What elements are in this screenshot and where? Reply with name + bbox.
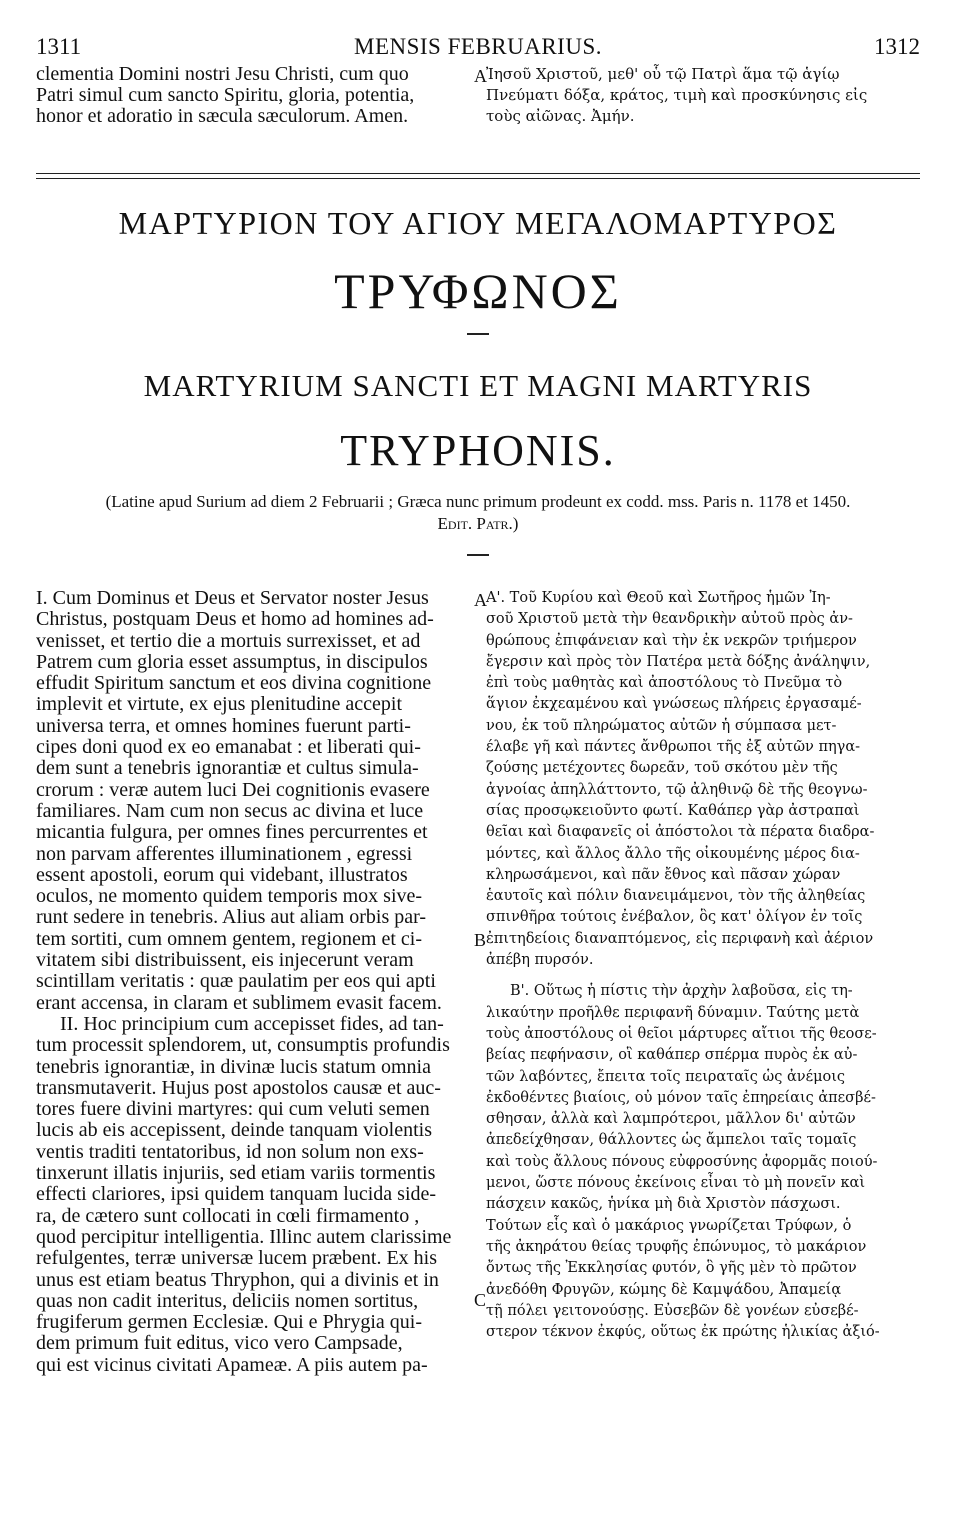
text-line: tum processit splendorem, ut, consumptis profundis: [36, 1034, 450, 1057]
margin-marker-b: B: [474, 930, 487, 950]
text-line: vitatem sibi distribuissent, eis injecerunt veram: [36, 949, 414, 972]
text-line: refulgentes, terræ universæ lucem præbent. Ex his: [36, 1247, 438, 1270]
text-line: έλαβε γῆ καὶ πάντες ἄνθρωποι τῆς ἐξ αὐτῶν πηγα-: [486, 739, 861, 756]
text-line: Πνεύματι δόξα, κράτος, τιμὴ καὶ προσκύνησις εἰς: [486, 86, 868, 104]
text-line: κληρωσάμενοι, καὶ πᾶν ἔθνος καὶ πᾶσαν χώραν: [486, 866, 841, 883]
margin-marker-a: A: [474, 590, 487, 610]
text-line: Α'. Τοῦ Κυρίου καὶ Θεοῦ καὶ Σωτῆρος ἡμῶν Ἰη-: [486, 590, 831, 606]
text-line: σθησαν, ἀλλὰ καὶ λαμπρότεροι, μᾶλλον δι' αὐτῶν: [486, 1111, 856, 1128]
latin-title-line-1: MARTYRIUM SANCTI ET MAGNI MARTYRIS: [143, 368, 813, 403]
text-line: στερον τέκνον ἐκφύς, οὕτως ἐκ πρώτης ἡλικίας ἀξιό-: [486, 1324, 880, 1341]
text-line: crorum : veræ autem luci Dei cognitionis evasere: [36, 778, 430, 801]
greek-title-line-1: ΜΑΡΤΥΡΙΟΝ ΤΟΥ ΑΓΙΟΥ ΜΕΓΑΛΟΜΑΡΤΥΡΟΣ: [118, 205, 838, 241]
text-line: σπινθῆρα τούτοις ἐνέβαλον, ὃς κατ' ὀλίγον ἐν τοῖς: [486, 909, 863, 926]
text-line: Christus, postquam Deus et homo ad homines ad-: [36, 608, 434, 631]
text-line: Patrem cum gloria esset assumptus, in discipulos: [36, 650, 428, 673]
text-line: tores fuere divini martyres: qui cum veluti semen: [36, 1098, 430, 1121]
text-line: Ἰησοῦ Χριστοῦ, μεθ' οὗ τῷ Πατρὶ ἅμα τῷ ἁγίῳ: [486, 65, 840, 83]
double-rule-bottom: [36, 178, 920, 179]
margin-marker-c: C: [474, 1290, 487, 1310]
running-header: [36, 26, 920, 66]
margin-marker-a: A: [474, 66, 487, 86]
text-line: καὶ τοὺς ἄλλους πόνους εὐφροσύνης ἀφορμᾶς ποιού-: [486, 1153, 878, 1170]
title-separator-dash: [467, 333, 489, 335]
text-line: ἑαυτοῖς καὶ πόλιν διανειμάμενοι, τὸν τῆς ἀληθείας: [486, 888, 866, 905]
text-line: σίας προσῳκειοῦντο φωτί. Καθάπερ γὰρ ἀστραπαὶ: [486, 802, 860, 819]
left-column-number: 1311: [36, 34, 82, 59]
text-line: λικαύτην προῆλθε περιφανῆ δύναμιν. Ταύτης μετὰ: [486, 1004, 860, 1021]
text-line: dem primum fuit editus, vico vero Campsade,: [36, 1332, 403, 1355]
text-line: effecti clariores, ipsi quidem tanquam lucida side-: [36, 1183, 437, 1206]
text-line: tenebris ignorantiæ, in divinæ lucis statum omnia: [36, 1055, 431, 1078]
paragraph-gap: [486, 971, 931, 981]
text-line: scintillam veritatis : quæ paulatim per eos qui apti: [36, 970, 436, 993]
text-line: σοῦ Χριστοῦ μετὰ τὴν θεανδρικὴν αὐτοῦ πρὸς ἀν-: [486, 611, 853, 628]
text-line: II. Hoc principium cum accepisset fides, ad tan-: [60, 1012, 444, 1035]
note-separator-dash: [467, 554, 489, 556]
text-line: cipes doni quod ex eo emanabat : et liberati qui-: [36, 736, 421, 759]
greek-column: [486, 588, 931, 1343]
source-note-editor: Edit. Patr.): [437, 514, 519, 533]
text-line: ἀπεδείχθησαν, θάλλοντες ὡς ἄμπελοι ταῖς τομαῖς: [486, 1132, 857, 1149]
continuation-greek: [486, 64, 931, 127]
text-line: essent apostoli, eorum qui videbant, illustratos: [36, 863, 408, 886]
text-line: νου, ἐκ τοῦ πληρώματος αὐτῶν ἡ σύμπασα μετ-: [486, 717, 837, 734]
text-line: θεῖαι καὶ διαφανεῖς οἱ ἀπόστολοι τὰ πέρατα διαδρα-: [486, 824, 875, 841]
text-line: ἀγνοίας ἀπηλλάττοντο, τῷ ἀληθινῷ δὲ τῆς θεογνω-: [486, 781, 868, 798]
right-column-number: 1312: [874, 34, 920, 59]
text-line: Patri simul cum sancto Spiritu, gloria, potentia,: [36, 84, 415, 106]
text-line: τῆς ἀκηράτου θείας τρυφῆς ἐπώνυμος, τὸ μακάριον: [486, 1238, 867, 1255]
greek-title-line-2: ΤΡΥΦΩΝΟΣ: [334, 263, 622, 319]
text-line: τοὺς ἀποστόλους οἱ θεῖοι μάρτυρες αἴτιοι τῆς θεοσε-: [486, 1025, 877, 1042]
text-line: θρώπους ἐπιφάνειαν καὶ τὴν ἐκ νεκρῶν τριήμερον: [486, 632, 857, 649]
text-line: I. Cum Dominus et Deus et Servator noster Jesus: [36, 587, 429, 609]
text-line: non parvam afferentes illuminationem , egressi: [36, 842, 413, 865]
text-line: frugiferum germen Ecclesiæ. Qui e Phrygia qui-: [36, 1311, 422, 1334]
text-line: lucis ab eis accepissent, deinde tanquam violentis: [36, 1119, 432, 1142]
text-line: τοὺς αἰῶνας. Ἀμήν.: [486, 107, 635, 125]
latin-title-line-2: TRYPHONIS.: [340, 426, 616, 475]
text-line: oculos, ne momento quidem temporis mox sive-: [36, 885, 423, 908]
text-line: ἐπὶ τοὺς μαθητὰς καὶ ἀποστόλους τὸ Πνεῦμα τὸ: [486, 675, 843, 692]
text-line: tinxerunt illatis injuriis, sed etiam variis tormentis: [36, 1162, 436, 1185]
text-line: ἐκδοθέντες βιαίοις, οὐ μόνον ταῖς ἐπηρείαις ἀπεσβέ-: [486, 1089, 876, 1106]
text-line: ra, de cætero sunt collocati in cœli firmamento ,: [36, 1204, 420, 1227]
text-line: dem sunt a tenebris ignorantiæ et cultus simula-: [36, 757, 419, 780]
text-line: ἅγιον ἐκχεαμένου καὶ γνώσεως πλήρεις ἐργασαμέ-: [486, 696, 862, 713]
text-line: ἀνεδόθη Φρυγῶν, κώμης δὲ Καμψάδου, Ἀπαμείᾳ: [486, 1281, 842, 1298]
text-line: βείας πεφήνασιν, οἳ καθάπερ σπέρμα πυρὸς ἐκ αὐ-: [486, 1047, 858, 1064]
text-line: πάσχειν κακῶς, ἡνίκα μὴ διὰ Χριστὸν πάσχωσι.: [486, 1196, 841, 1213]
text-line: clementia Domini nostri Jesu Christi, cum quo: [36, 63, 409, 85]
text-line: τῇ πόλει γειτονούσῃς. Εὐσεβῶν δὲ γονέων εὐσεβέ-: [486, 1302, 859, 1319]
text-line: erant accensa, in claram et sublimem evasit facem.: [36, 991, 442, 1014]
text-line: qui est vicinus civitati Apameæ. A piis autem pa-: [36, 1353, 428, 1376]
text-line: ἀπέβη πυρσόν.: [486, 952, 594, 969]
text-line: μόντες, καὶ ἄλλος ἄλλο τῆς οἰκουμένης μέρος δια-: [486, 845, 860, 862]
text-line: tem sortiti, cum omnem gentem, regionem et ci-: [36, 927, 423, 950]
source-note-text: (Latine apud Surium ad diem 2 Februarii ; Græca nunc primum prodeunt ex codd. mss. Paris n. 1178 et 1450.: [105, 492, 851, 511]
text-line: unus est etiam beatus Thryphon, qui a divinis et in: [36, 1268, 439, 1291]
text-line: ἔγερσιν καὶ πρὸς τὸν Πατέρα μετὰ δόξης ἀνάληψιν,: [486, 653, 871, 670]
double-rule-top: [36, 173, 920, 174]
running-title: MENSIS FEBRUARIUS.: [354, 34, 602, 59]
text-line: venisset, et tertio die a mortuis surrexisset, et ad: [36, 629, 421, 652]
source-note: [36, 491, 920, 535]
text-line: Β'. Οὕτως ἡ πίστις τὴν ἀρχὴν λαβοῦσα, εἰς τη-: [510, 983, 853, 1000]
text-line: quas non cadit interitus, deliciis nomen sortitus,: [36, 1289, 419, 1312]
text-line: familiares. Nam cum non secus ac divina et luce: [36, 799, 424, 822]
text-line: ὄντως τῆς Ἐκκλησίας φυτόν, ὃ γῆς μὲν τὸ πρῶτον: [486, 1260, 857, 1277]
text-line: τῶν λαβόντες, ἔπειτα τοῖς πειραταῖς ὡς ἀνέμοις: [486, 1068, 846, 1085]
text-line: μενοι, ὥστε πόνους ἐκείνοις εἶναι τὸ μὴ πονεῖν καὶ: [486, 1175, 866, 1192]
text-line: universa terra, et omnes homines fuerunt parti-: [36, 714, 411, 737]
latin-column: [36, 588, 476, 1376]
text-line: Τούτων εἷς καὶ ὁ μακάριος γνωρίζεται Τρύφων, ὁ: [486, 1217, 852, 1234]
text-line: ventis traditi tentatoribus, id non solum non exs-: [36, 1140, 424, 1163]
text-line: effudit Spiritum sanctum et eos divina cognitione: [36, 672, 432, 695]
text-line: ζούσης μετέχοντες δωρεᾶν, τοῦ σκότου μὲν τῆς: [486, 760, 838, 777]
continuation-latin: [36, 64, 476, 127]
text-line: runt sedere in tenebris. Alius aut aliam orbis par-: [36, 906, 427, 929]
text-line: transmutaverit. Hujus post apostolos causæ et auc-: [36, 1076, 441, 1099]
text-line: implevit et virtute, ex ejus plenitudine accepit: [36, 693, 402, 716]
text-line: micantia fulgura, per omnes fines percurrentes et: [36, 821, 428, 844]
text-line: ἐπιτηδείοις διαναπτόμενος, εἰς περιφανὴ καὶ ἀέριον: [486, 930, 874, 947]
text-line: quod percipitur intelligentia. Illinc autem clarissime: [36, 1225, 452, 1248]
text-line: honor et adoratio in sæcula sæculorum. Amen.: [36, 105, 409, 127]
